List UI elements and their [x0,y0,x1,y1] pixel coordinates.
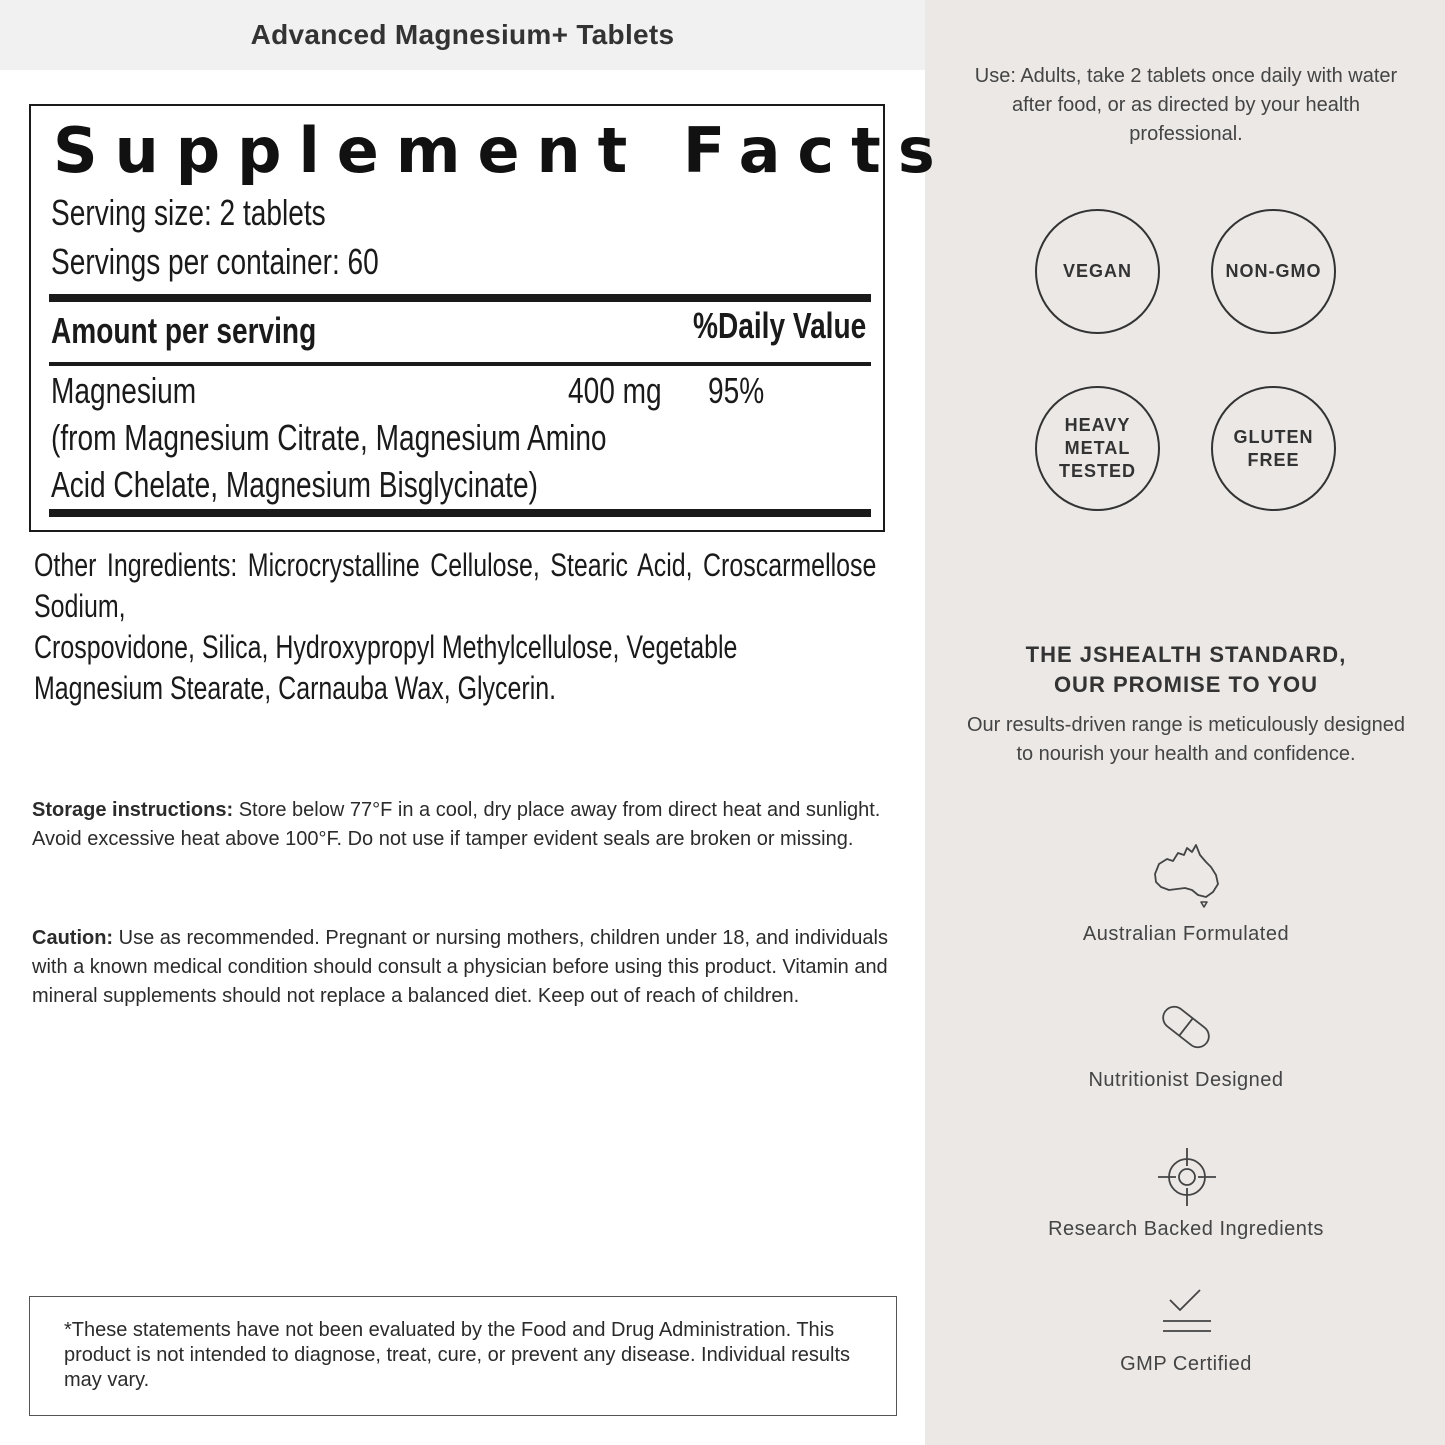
feature-research-backed: Research Backed Ingredients [1048,1218,1324,1240]
servings-per-container: Servings per container: 60 [51,241,379,282]
vegan-badge: VEGAN [1035,209,1160,334]
feature-australian-formulated: Australian Formulated [1082,923,1290,945]
storage-text: Store below 77°F in a cool, dry place away from direct heat and sunlight. Avoid excessive heat above 100°F. Do not use if tamper evident seals are broken or missing. [32,799,881,850]
australia-map-icon [1151,842,1223,910]
supplement-facts-panel [29,104,952,532]
other-ingredients-line-3: Magnesium Stearate, Carnauba Wax, Glycerin. [34,670,557,706]
checkmark-icon [1160,1286,1214,1336]
product-title: Advanced Magnesium+ Tablets [250,19,675,50]
other-ingredients-line-1: Other Ingredients: Microcrystalline Cellulose, Stearic Acid, Croscarmellose Sodium, [34,547,877,624]
caution [32,924,892,1011]
caution-label: Caution: [32,927,114,949]
gluten-free-badge: GLUTEN FREE [1211,386,1336,511]
non-gmo-badge: NON-GMO [1211,209,1336,334]
heavy-metal-tested-badge: HEAVY METAL TESTED [1035,386,1160,511]
serving-size: Serving size: 2 tablets [51,192,326,233]
product-title-bar [0,0,925,70]
other-ingredients [34,545,876,709]
storage-label: Storage instructions: [32,799,234,821]
thick-divider [49,294,871,302]
target-icon [1156,1146,1218,1208]
nutrient-source-line-1: (from Magnesium Citrate, Magnesium Amino [51,417,607,458]
standard-text: Our results-driven range is meticulously designed to nourish your health and confidence. [967,714,1405,765]
other-ingredients-line-2: Crospovidone, Silica, Hydroxypropyl Methylcellulose, Vegetable [34,629,738,665]
nutrient-amount: 400 mg [568,370,662,411]
standard-title: THE JSHEALTH STANDARD, OUR PROMISE TO YOU [1025,642,1347,697]
fda-disclaimer [29,1296,897,1416]
disclaimer-text: *These statements have not been evaluated by the Food and Drug Administration. This product is not intended to diagnose, treat, cure, or prevent any disease. Individual results may vary. [64,1319,851,1391]
nutrient-source-line-2: Acid Chelate, Magnesium Bisglycinate) [51,464,538,505]
usage-directions: Use: Adults, take 2 tablets once daily with water after food, or as directed by your health professional. [974,65,1398,145]
caution-text: Use as recommended. Pregnant or nursing mothers, children under 18, and individuals with a known medical condition should consult a physician before using this product. Vitamin and mineral supplements should not replace a balanced diet. Keep out of reach of children. [32,927,888,1007]
capsule-icon [1156,1000,1216,1055]
feature-nutritionist-designed: Nutritionist Designed [1088,1069,1284,1091]
daily-value-header: %Daily Value [693,305,867,346]
feature-gmp-certified: GMP Certified [1120,1353,1252,1375]
nutrient-name: Magnesium [51,370,197,411]
mid-divider [49,362,871,366]
bottom-divider [49,509,871,517]
storage-instructions [32,796,892,854]
nutrient-daily-value: 95% [708,370,765,411]
amount-per-serving-header: Amount per serving [51,310,317,351]
facts-title: Supplement Facts [53,114,952,187]
